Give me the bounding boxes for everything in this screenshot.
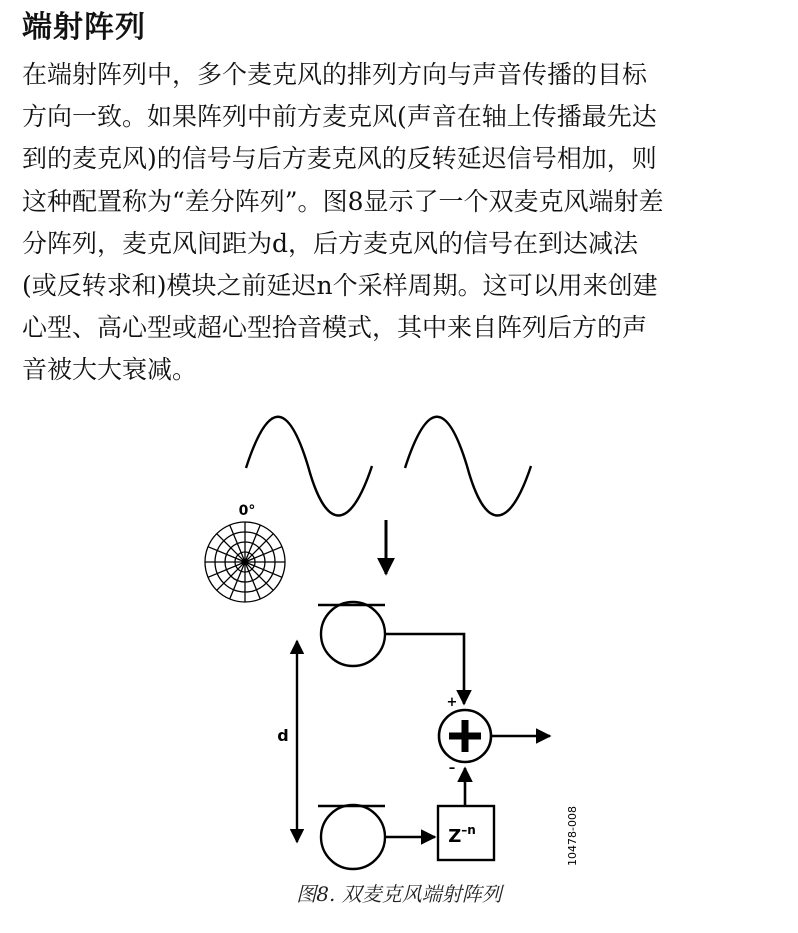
paragraph-line: 方向一致。如果阵列中前方麦克风(声音在轴上传播最先达	[22, 102, 657, 132]
paragraph-line: 到的麦克风)的信号与后方麦克风的反转延迟信号相加，则	[22, 144, 657, 174]
minus-sign-label: –	[448, 761, 456, 776]
sound-wave-right	[405, 417, 531, 516]
paragraph-line: (或反转求和)模块之前延迟n个采样周期。这可以用来创建	[22, 271, 658, 301]
figure-diagram	[0, 400, 798, 933]
front-microphone	[318, 602, 385, 666]
front-signal-path	[386, 634, 464, 704]
delay-exponent: –n	[461, 823, 476, 837]
delay-label: $Z^{-n}$	[448, 823, 476, 847]
spacing-label: d	[277, 726, 289, 745]
body-paragraph	[22, 54, 782, 392]
paragraph-line: 分阵列，麦克风间距为d，后方麦克风的信号在到达减法	[22, 228, 639, 258]
rear-microphone	[318, 805, 385, 869]
plus-sign-label: +	[446, 695, 458, 710]
paragraph-line: 在端射阵列中，多个麦克风的排列方向与声音传播的目标	[22, 60, 648, 89]
figure-id-label: 10478-008	[566, 806, 579, 866]
summing-junction	[439, 710, 491, 762]
angle-label: 0°	[238, 503, 256, 519]
paragraph-line: 音被大大衰减。	[22, 355, 198, 385]
polar-pattern-icon	[205, 522, 285, 602]
section-title: 端射阵列	[22, 10, 146, 45]
sound-wave-left	[246, 417, 372, 516]
paragraph-line: 这种配置称为“差分阵列”。图8显示了一个双麦克风端射差	[22, 186, 664, 216]
paragraph-line: 心型、高心型或超心型拾音模式，其中来自阵列后方的声	[22, 313, 648, 343]
endfire-array-figure	[0, 400, 798, 933]
figure-caption: 图8. 双麦克风端射阵列	[296, 882, 502, 906]
